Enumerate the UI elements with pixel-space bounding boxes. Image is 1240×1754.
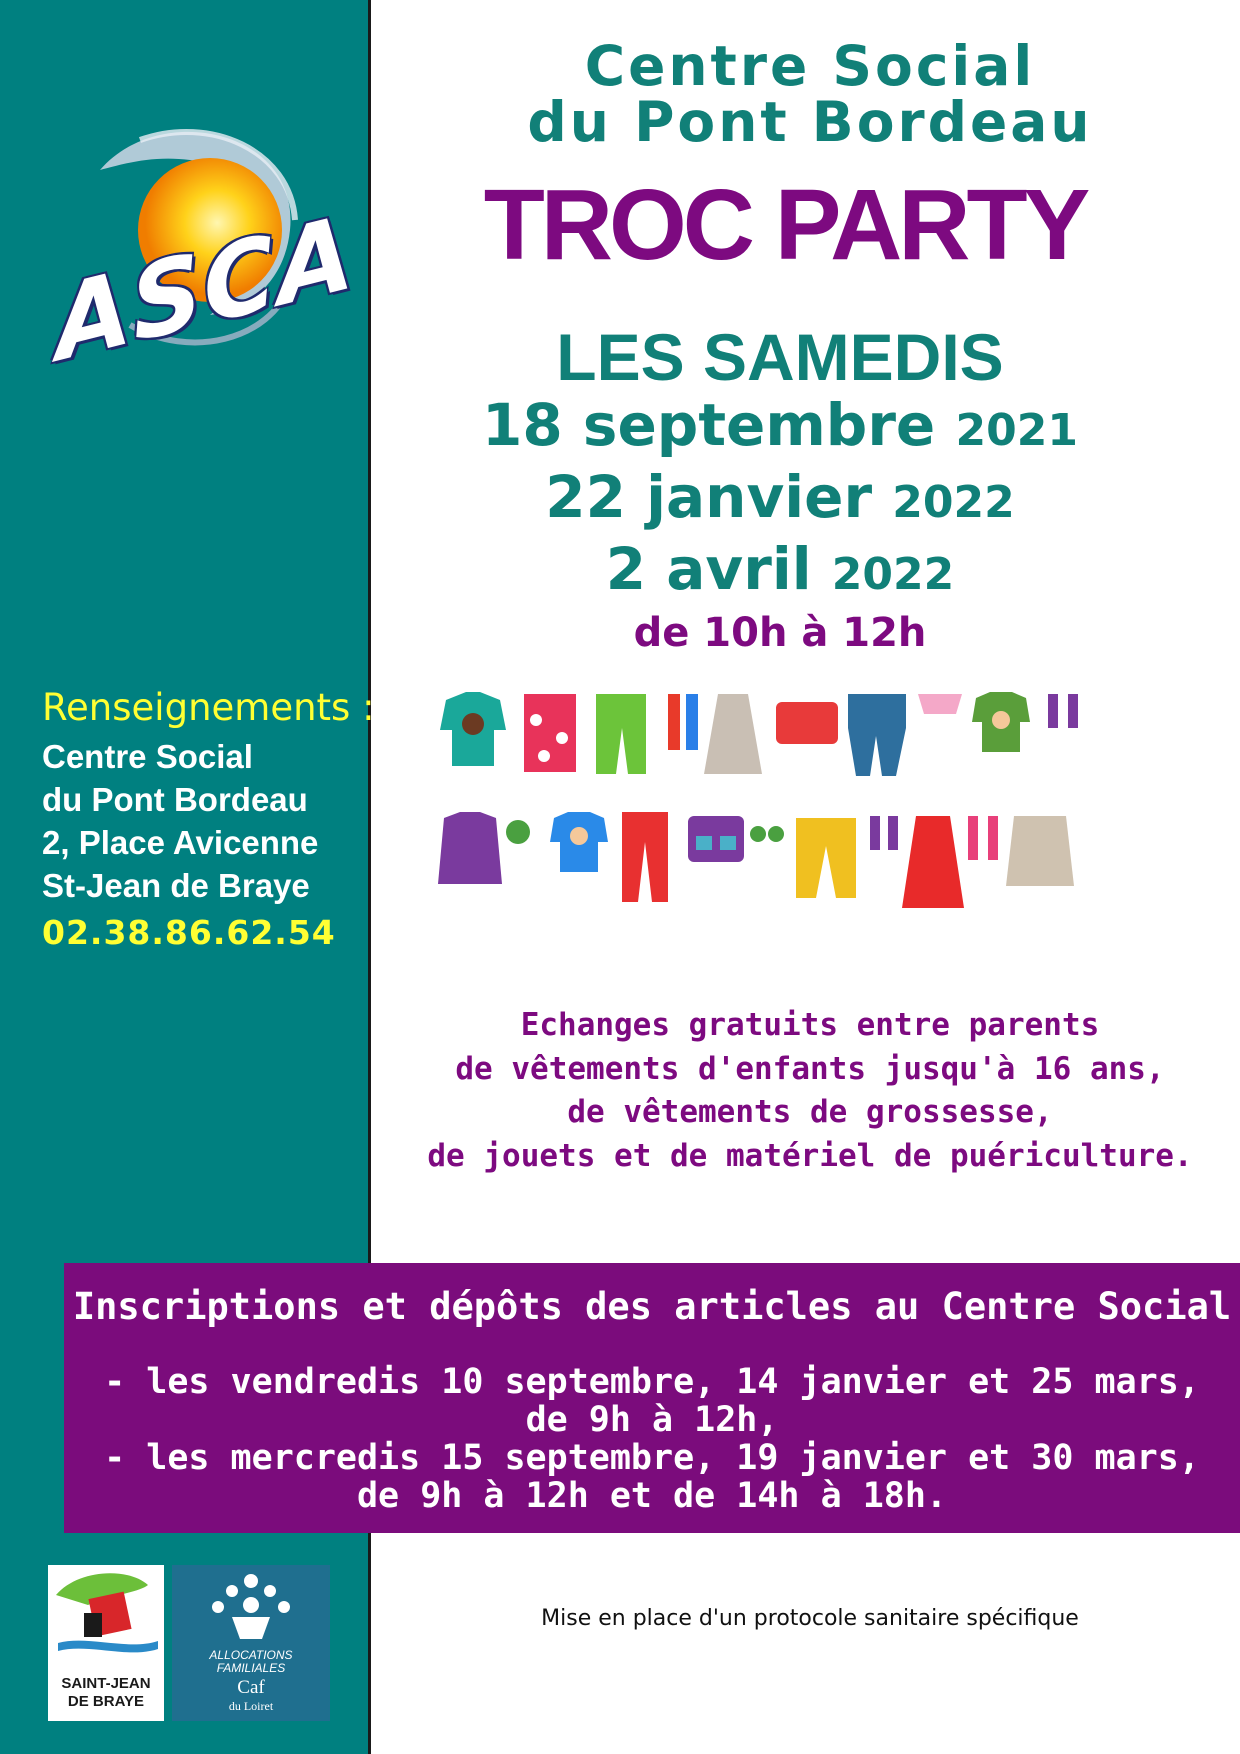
caf-logo-line: ALLOCATIONS <box>209 1648 293 1662</box>
caf-region: du Loiret <box>228 1699 274 1713</box>
date-day-month: 22 janvier <box>545 463 873 531</box>
event-date <box>380 392 1180 464</box>
description-line: Echanges gratuits entre parents <box>520 1007 1100 1043</box>
city-emblem-icon <box>48 1565 164 1665</box>
sjb-logo-line: DE BRAYE <box>67 1693 145 1710</box>
caf-brand: Caf <box>237 1677 265 1698</box>
caf-family-icon <box>172 1565 330 1649</box>
dates-heading: LES SAMEDIS <box>556 320 1004 394</box>
registration-line: - les vendredis 10 septembre, 14 janvier et 25 mars, <box>104 1362 1200 1402</box>
sanitary-notice: Mise en place d'un protocole sanitaire spécifique <box>541 1606 1079 1631</box>
contact-line: Centre Social <box>42 738 253 775</box>
date-day-month: 18 septembre <box>482 391 936 459</box>
event-date <box>380 464 1180 536</box>
saint-jean-de-braye-logo <box>48 1565 164 1721</box>
contact-label: Renseignements : <box>42 686 375 729</box>
description-line: de vêtements d'enfants jusqu'à 16 ans, <box>455 1050 1165 1087</box>
event-date <box>380 536 1180 608</box>
clothesline-illustration <box>436 680 1140 940</box>
registration-line: de 9h à 12h et de 14h à 18h. <box>356 1476 947 1516</box>
description-line: de jouets et de matériel de puériculture. <box>427 1137 1193 1174</box>
date-year: 2021 <box>955 405 1078 456</box>
registration-line: - les mercredis 15 septembre, 19 janvier et 30 mars, <box>104 1438 1200 1478</box>
description-line: de vêtements de grossesse, <box>567 1094 1053 1130</box>
event-description <box>380 1004 1240 1178</box>
event-hours: de 10h à 12h <box>633 610 927 656</box>
date-day-month: 2 avril <box>605 535 812 603</box>
organization-name <box>380 34 1240 154</box>
registration-banner <box>64 1263 1240 1533</box>
contact-phone: 02.38.86.62.54 <box>42 913 336 952</box>
clothes-icon <box>436 680 1140 940</box>
contact-line: du Pont Bordeau <box>42 781 308 818</box>
caf-logo <box>172 1565 330 1721</box>
sjb-logo-line: SAINT-JEAN <box>61 1675 151 1692</box>
contact-line: 2, Place Avicenne <box>42 824 319 861</box>
event-dates <box>380 322 1180 658</box>
event-title: TROC PARTY <box>483 169 1087 281</box>
asca-logo-text: ASCA <box>48 192 360 385</box>
contact-info <box>42 686 375 952</box>
asca-logo <box>40 110 360 400</box>
date-year: 2022 <box>831 549 955 600</box>
registration-line: de 9h à 12h, <box>525 1400 779 1440</box>
contact-line: St-Jean de Braye <box>42 867 310 904</box>
organization-line: du Pont Bordeau <box>527 90 1093 154</box>
organization-line: Centre Social <box>584 34 1036 98</box>
date-year: 2022 <box>892 477 1015 528</box>
registration-title: Inscriptions et dépôts des articles au Centre Social <box>72 1285 1232 1328</box>
caf-logo-line: FAMILIALES <box>216 1661 286 1675</box>
caf-logo-line <box>172 1649 330 1675</box>
